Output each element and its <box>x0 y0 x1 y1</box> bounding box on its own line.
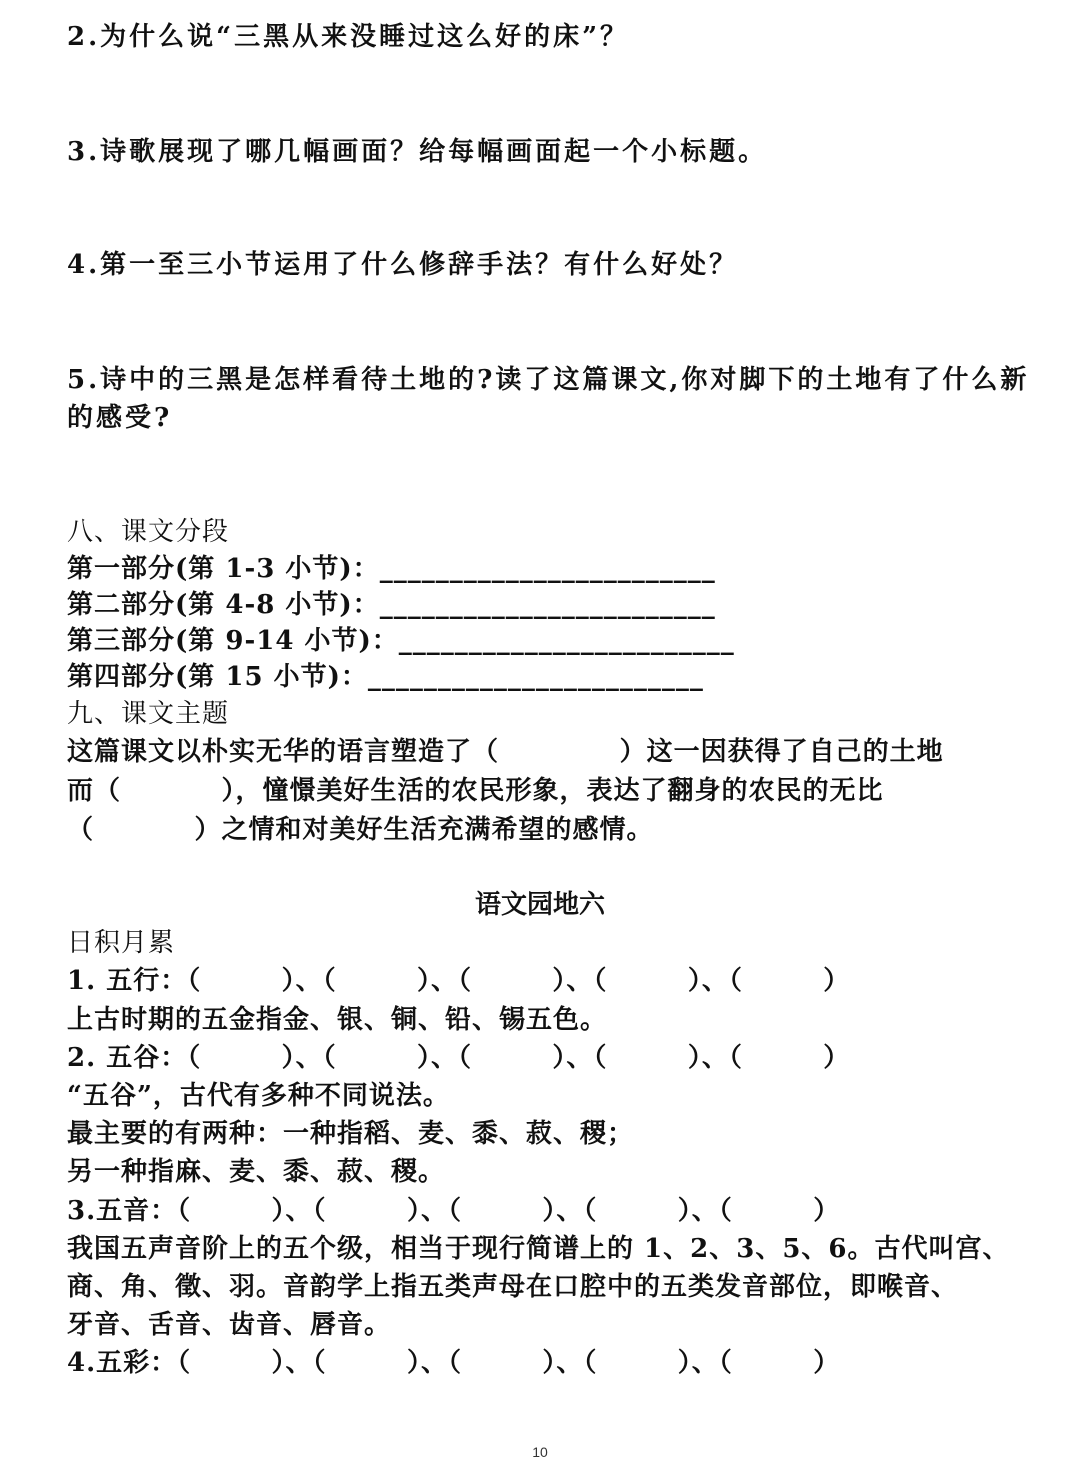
item-2-note-2: 最主要的有两种：一种指稻、麦、黍、菽、稷； <box>67 1119 635 1149</box>
item-2-blanks: 2. 五谷：（ ）、（ ）、（ ）、（ ）、（ ） <box>67 1043 851 1073</box>
item-3-note-2: 商、角、徵、羽。音韵学上指五类声母在口腔中的五类发音部位，即喉音、 <box>67 1272 959 1302</box>
part-2-label: 第二部分(第 4-8 小节)： <box>67 590 380 620</box>
part-3-row <box>67 622 735 660</box>
item-2-note-3: 另一种指麻、麦、黍、菽、稷。 <box>67 1157 446 1187</box>
theme-line-1: 这篇课文以朴实无华的语言塑造了（ ）这一因获得了自己的土地 <box>67 737 944 767</box>
section-8-title: 八、课文分段 <box>67 517 230 547</box>
part-1-label: 第一部分(第 1-3 小节)： <box>67 554 380 584</box>
part-3-blank: ________________________ <box>398 626 735 656</box>
part-1-blank: ________________________ <box>379 554 716 584</box>
section-9-title: 九、课文主题 <box>67 699 230 729</box>
question-5-line-1: 5.诗中的三黑是怎样看待土地的?读了这篇课文,你对脚下的土地有了什么新 <box>67 365 1030 395</box>
question-3: 3.诗歌展现了哪几幅画面？给每幅画面起一个小标题。 <box>67 137 768 167</box>
question-2: 2.为什么说“三黑从来没睡过这么好的床”？ <box>67 22 630 52</box>
part-2-blank: ________________________ <box>379 590 716 620</box>
part-2-row <box>67 586 716 624</box>
part-4-row <box>67 658 704 696</box>
part-3-label: 第三部分(第 9-14 小节)： <box>67 626 399 656</box>
item-1-note: 上古时期的五金指金、银、铜、铅、锡五色。 <box>67 1005 608 1035</box>
item-3-note-3: 牙音、舌音、齿音、唇音。 <box>67 1310 392 1340</box>
item-4-blanks: 4.五彩：（ ）、（ ）、（ ）、（ ）、（ ） <box>67 1348 841 1378</box>
item-2-note-1: “五谷”，古代有多种不同说法。 <box>67 1081 450 1111</box>
part-1-row <box>67 550 716 588</box>
garden-subtitle: 日积月累 <box>67 928 176 958</box>
part-4-label: 第四部分(第 15 小节)： <box>67 662 368 692</box>
theme-line-3: （ ）之情和对美好生活充满希望的感情。 <box>67 815 654 845</box>
part-4-blank: ________________________ <box>367 662 704 692</box>
question-4: 4.第一至三小节运用了什么修辞手法？有什么好处？ <box>67 250 739 280</box>
theme-line-2: 而（ ），憧憬美好生活的农民形象，表达了翻身的农民的无比 <box>67 776 884 806</box>
item-3-blanks: 3.五音：（ ）、（ ）、（ ）、（ ）、（ ） <box>67 1196 841 1226</box>
item-3-note-1: 我国五声音阶上的五个级，相当于现行简谱上的 1、2、3、5、6。古代叫宫、 <box>67 1234 1010 1264</box>
page-number: 10 <box>532 1444 548 1460</box>
question-5-line-2: 的感受? <box>67 403 173 433</box>
garden-title: 语文园地六 <box>474 890 605 920</box>
item-1-blanks: 1. 五行：（ ）、（ ）、（ ）、（ ）、（ ） <box>67 966 851 996</box>
